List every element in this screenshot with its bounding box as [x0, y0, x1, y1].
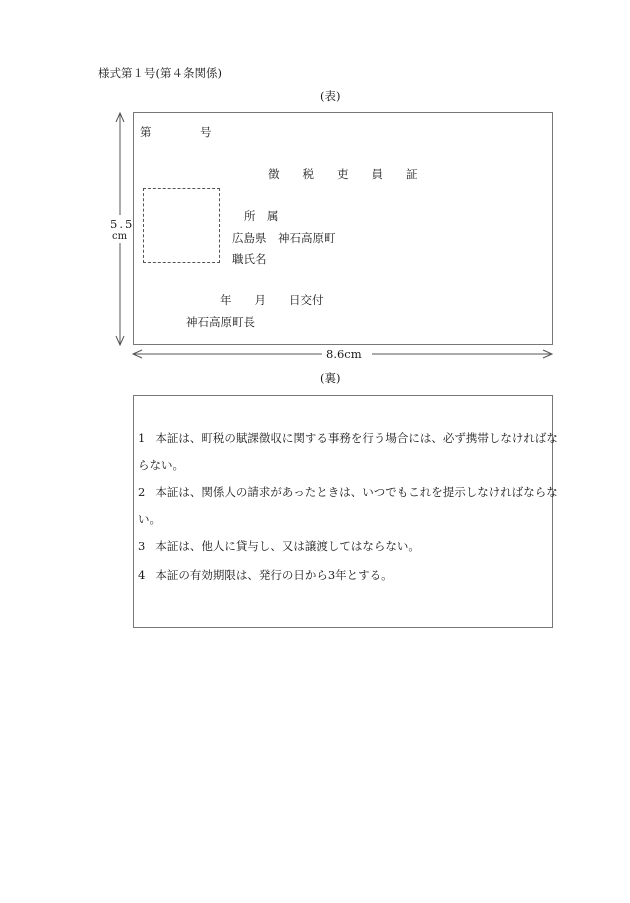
note-number: 2: [138, 485, 146, 499]
issue-date: 年 月 日交付: [220, 293, 324, 307]
note-item: [138, 425, 558, 479]
number-suffix: 号: [200, 125, 212, 139]
issuer: 神石高原町長: [186, 315, 255, 329]
width-label: 8.6cm: [326, 347, 362, 361]
note-text: 本証は、他人に貸与し、又は譲渡してはならない。: [155, 539, 420, 553]
note-item: [138, 562, 558, 589]
note-number: 3: [138, 539, 146, 553]
note-item: [138, 533, 558, 560]
affiliation-label: 所 属: [244, 209, 279, 223]
note-text: 本証は、町税の賦課徴収に関する事務を行う場合には、必ず携帯しなければならない。: [138, 431, 558, 472]
card-title: 徴 税 吏 員 証: [268, 167, 418, 181]
note-text: 本証の有効期限は、発行の日から3年とする。: [155, 568, 393, 582]
height-value: 5.5: [110, 217, 135, 231]
number-prefix: 第: [140, 125, 152, 139]
note-text: 本証は、関係人の請求があったときは、いつでもこれを提示しなければならない。: [138, 485, 558, 526]
note-number: 1: [138, 431, 146, 445]
affiliation-value: 広島県 神石高原町: [232, 231, 336, 245]
height-unit: cm: [112, 231, 128, 242]
note-number: 4: [138, 568, 146, 582]
front-card: [133, 112, 553, 345]
note-item: [138, 479, 558, 533]
photo-placeholder: [143, 188, 220, 263]
position-name-label: 職氏名: [232, 252, 267, 266]
back-heading: (裏): [320, 371, 341, 385]
front-heading: (表): [320, 89, 341, 103]
form-title: 様式第１号(第４条関係): [98, 66, 222, 80]
